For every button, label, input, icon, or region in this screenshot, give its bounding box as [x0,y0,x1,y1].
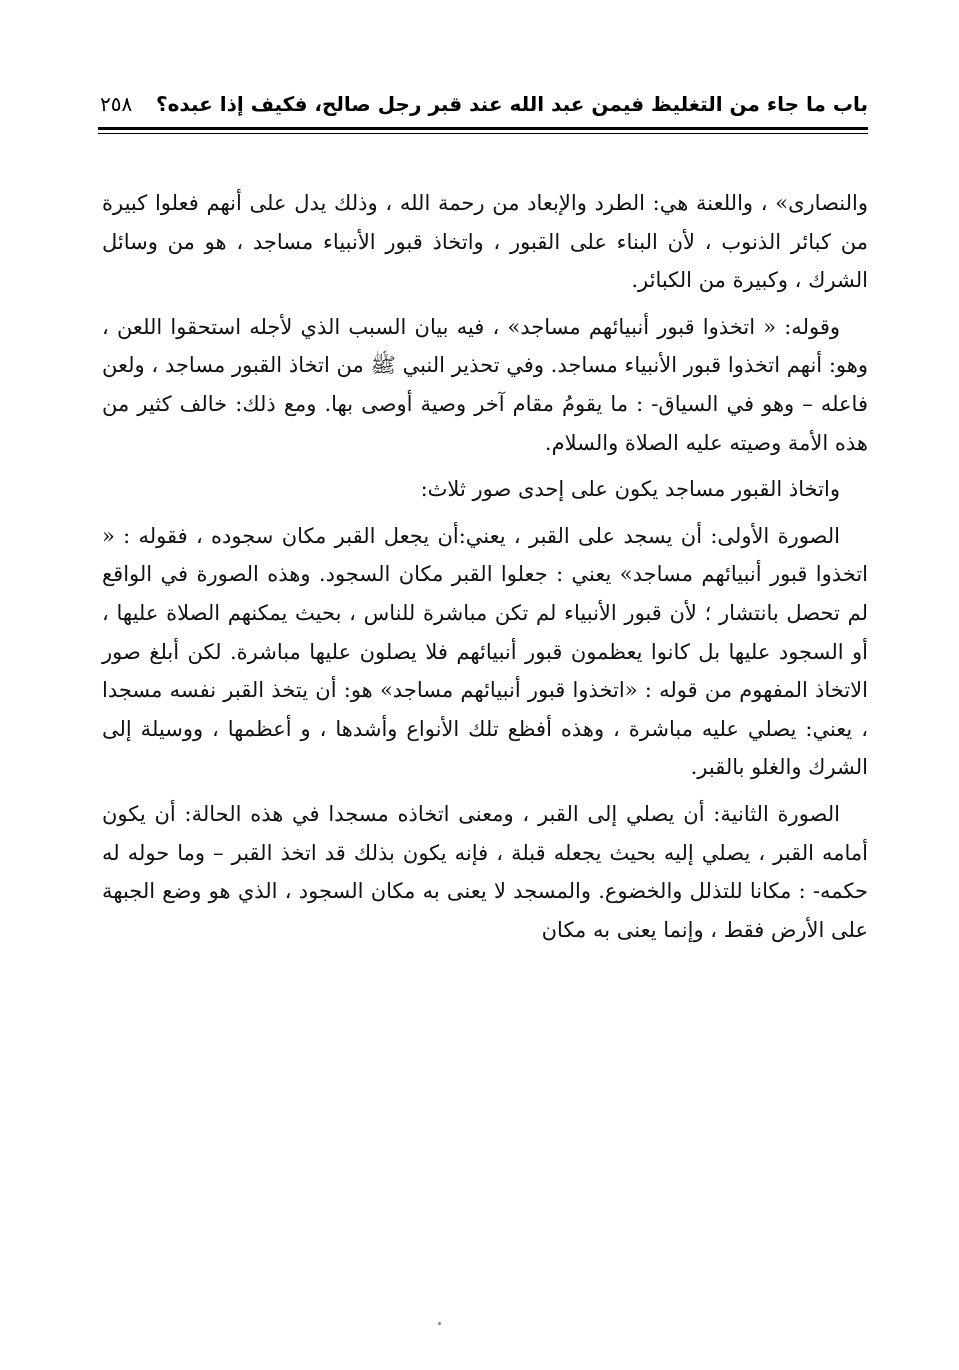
scan-speck [438,1322,441,1325]
header-rule-thin [98,133,868,134]
paragraph: واتخاذ القبور مساجد يكون على إحدى صور ثلاث: [420,477,840,502]
page-header [98,88,868,128]
paragraph: والنصارى» ، واللعنة هي: الطرد والإبعاد من رحمة الله ، وذلك يدل على أنهم فعلوا كبيرة من كبائر الذنوب ، لأن البناء على القبور ، واتخاذ قبور الأنبياء مساجد ، هو من وسائل الشرك ، وكبيرة من الكبائر. [102,191,868,293]
page-number: ٢٥٨ [100,92,133,116]
paragraph: الصورة الثانية: أن يصلي إلى القبر ، ومعنى اتخاذه مسجدا في هذه الحالة: أن يكون أمامه القبر ، يصلي إليه بحيث يجعله قبلة ، فإنه يكون بذلك قد اتخذ القبر – وما حوله له حكمه- : مكانا للتذلل والخضوع. والمسجد لا يعنى به مكان السجود ، الذي هو وضع الجبهة على الأرض فقط ، وإنما يعنى به مكان [102,801,868,942]
running-title: باب ما جاء من التغليظ فيمن عبد الله عند قبر رجل صالح، فكيف إذا عبده؟ [156,92,868,116]
paragraph: وقوله: « اتخذوا قبور أنبيائهم مساجد» ، فيه بيان السبب الذي لأجله استحقوا اللعن ، وهو: أنهم اتخذوا قبور الأنبياء مساجد. وفي تحذير النبي ﷺ من اتخاذ القبور مساجد ، ولعن فاعله – وهو في السياق- : ما يقومُ مقام آخر وصية أوصى بها. ومع ذلك: خالف كثير من هذه الأمة وصيته عليه الصلاة والسلام. [102,314,868,455]
body-text [102,184,868,957]
header-rule [98,127,868,130]
paragraph: الصورة الأولى: أن يسجد على القبر ، يعني:أن يجعل القبر مكان سجوده ، فقوله : « اتخذوا قبور أنبيائهم مساجد» يعني : جعلوا القبر مكان السجود. وهذه الصورة في الواقع لم تحصل بانتشار ؛ لأن قبور الأنبياء لم تكن مباشرة للناس ، بحيث يمكنهم الصلاة عليها ، أو السجود عليها بل كانوا يعظمون قبور أنبيائهم فلا يصلون عليها مباشرة. لكن أبلغ صور الاتخاذ المفهوم من قوله : «اتخذوا قبور أنبيائهم مساجد» هو: أن يتخذ القبر نفسه مسجدا ، يعني: يصلي عليه مباشرة ، وهذه أفظع تلك الأنواع وأشدها ، و أعظمها ، ووسيلة إلى الشرك والغلو بالقبر. [102,523,868,780]
